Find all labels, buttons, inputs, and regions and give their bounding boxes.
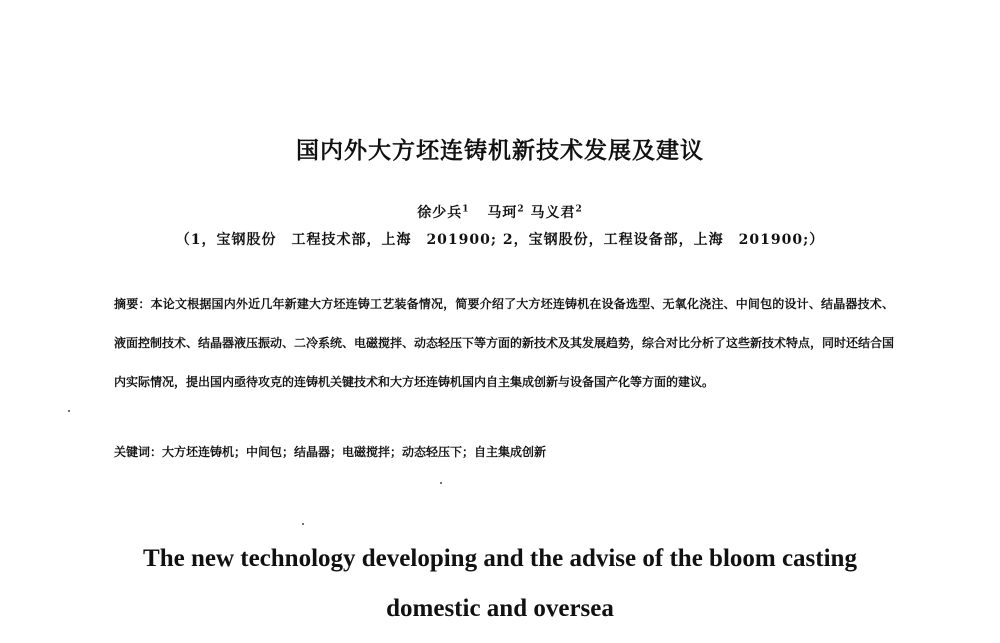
author-affiliation-mark: 1 [462, 204, 470, 215]
keywords-line [114, 443, 894, 460]
affiliation-line: （1，宝钢股份 工程技术部，上海 201900; 2，宝钢股份，工程设备部，上海 201900;） [175, 232, 825, 248]
english-title-line-1: The new technology developing and the advise of the bloom casting [143, 545, 857, 572]
author-name: 徐少兵 [417, 205, 463, 221]
abstract-paragraph [114, 285, 894, 402]
author-affiliation-mark: 2 [575, 204, 583, 215]
chinese-title: 国内外大方坯连铸机新技术发展及建议 [296, 138, 704, 164]
scan-speck [440, 482, 442, 484]
author-name: 马珂 [487, 205, 518, 221]
abstract-label: 摘要： [114, 297, 151, 311]
author-list [0, 202, 1000, 222]
english-title-line-2: domestic and oversea [386, 595, 614, 622]
english-title [0, 534, 1000, 634]
scan-speck [68, 410, 70, 412]
abstract-text: 本论文根据国内外近几年新建大方坯连铸工艺装备情况，简要介绍了大方坯连铸机在设备选型、无氧化浇注、中间包的设计、结晶器技术、液面控制技术、结晶器液压振动、二冷系统、电磁搅拌、动态轻压下等方面的新技术及其发展趋势，综合对比分析了这些新技术特点，同时还结合国内实际情况，提出国内亟待攻克的连铸机关键技术和大方坯连铸机国内自主集成创新与设备国产化等方面的建议。 [114, 297, 895, 389]
author-affiliation-mark: 2 [517, 204, 525, 215]
keywords-text: 大方坯连铸机；中间包；结晶器；电磁搅拌；动态轻压下；自主集成创新 [162, 445, 547, 459]
author-name: 马义君 [530, 205, 576, 221]
keywords-label: 关键词： [114, 445, 163, 459]
scan-speck [302, 523, 304, 525]
